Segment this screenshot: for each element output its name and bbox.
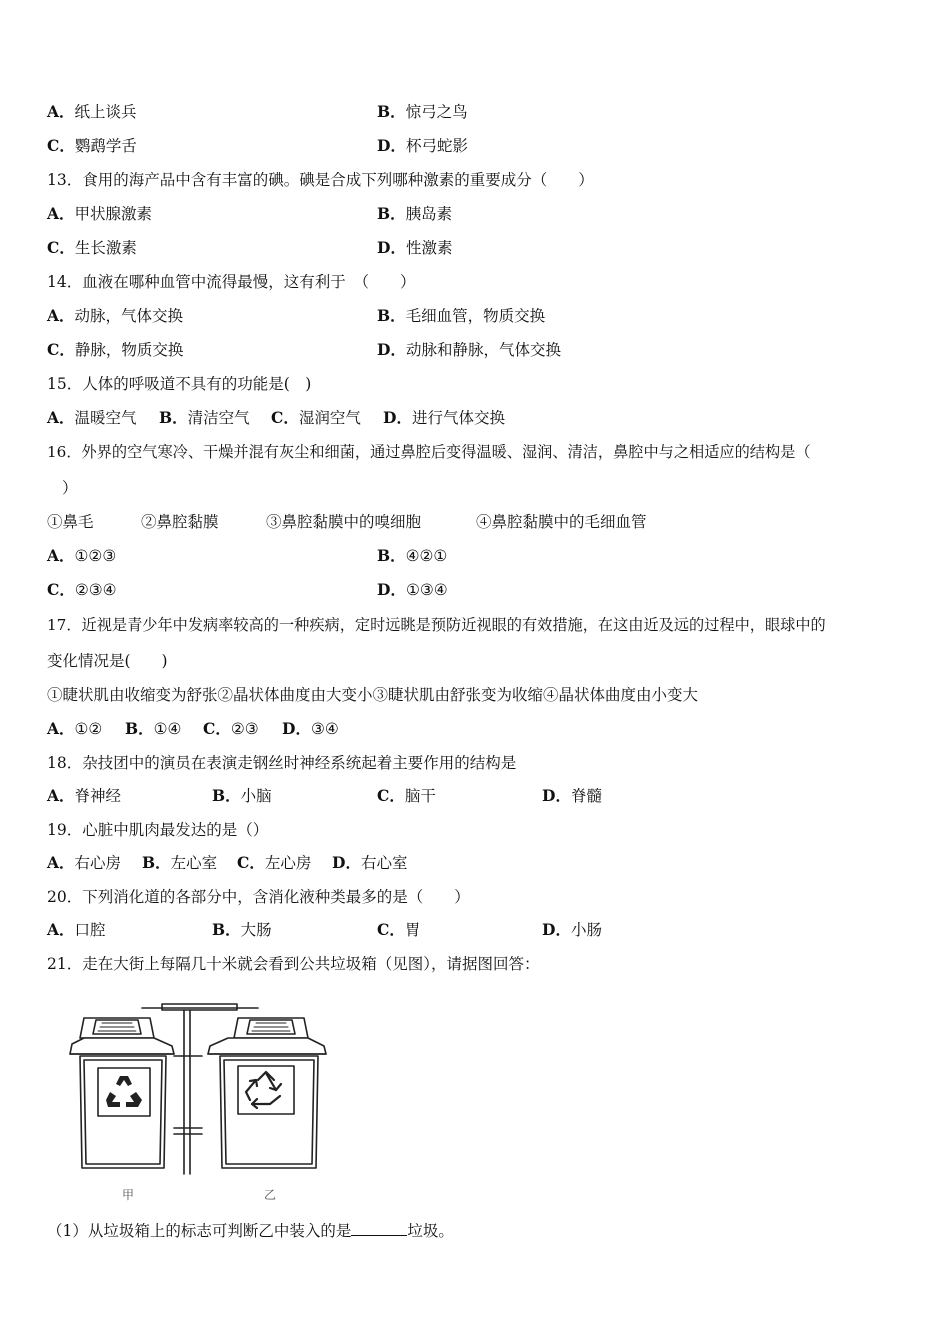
- option-label: D．: [332, 853, 361, 872]
- option-label: B．: [159, 408, 188, 427]
- option-text: 杯弓蛇影: [405, 137, 468, 155]
- q18-option-c: [377, 786, 436, 806]
- q17-option-b: [125, 719, 181, 739]
- right-bin: [208, 1018, 326, 1168]
- q17-option-a: [47, 719, 102, 739]
- q15-option-d: [383, 408, 505, 428]
- q13-stem: 13．食用的海产品中含有丰富的碘。碘是合成下列哪种激素的重要成分（ ）: [47, 171, 594, 189]
- q14-option-c: [47, 340, 183, 360]
- q15-option-b: [159, 408, 250, 428]
- option-label: B．: [377, 204, 406, 223]
- q16-stem-continued: ）: [62, 479, 78, 497]
- option-label: D．: [542, 920, 571, 939]
- q16-item-3: ③鼻腔黏膜中的嗅细胞: [266, 513, 422, 531]
- answer-blank[interactable]: [351, 1221, 407, 1236]
- option-label: D．: [377, 580, 406, 599]
- q21-sub1-text: （1）从垃圾箱上的标志可判断乙中装入的是: [47, 1222, 352, 1240]
- left-bin: [70, 1018, 174, 1168]
- option-text: 大肠: [240, 921, 272, 939]
- option-label: C．: [47, 238, 75, 257]
- q15-stem: 15．人体的呼吸道不具有的功能是( ): [47, 375, 312, 393]
- option-text: 生长激素: [74, 239, 137, 257]
- option-label: B．: [125, 719, 154, 738]
- option-text: ①④: [153, 720, 182, 738]
- option-text: 胰岛素: [405, 205, 453, 223]
- right-bin-caption: 乙: [264, 1188, 277, 1202]
- option-text: ②③④: [74, 581, 117, 599]
- option-label: A．: [47, 306, 75, 325]
- option-text: 胃: [404, 921, 421, 939]
- q15-option-c: [271, 408, 361, 428]
- q16-item-2: ②鼻腔黏膜: [141, 513, 219, 531]
- option-label: B．: [212, 920, 241, 939]
- q19-option-b: [142, 853, 217, 873]
- q18-option-a: [47, 786, 121, 806]
- q19-option-c: [237, 853, 311, 873]
- option-text: ②③: [230, 720, 259, 738]
- q12-option-c: [47, 136, 137, 156]
- q16-option-c: [47, 580, 117, 600]
- option-label: A．: [47, 853, 75, 872]
- q14-option-b: [377, 306, 545, 326]
- option-label: C．: [47, 580, 75, 599]
- option-text: 静脉，物质交换: [74, 341, 184, 359]
- option-label: B．: [142, 853, 171, 872]
- q13-option-a: [47, 204, 152, 224]
- option-text: 小肠: [570, 921, 602, 939]
- q13-option-c: [47, 238, 137, 258]
- q21-subquestion-1: [47, 1221, 454, 1241]
- option-label: C．: [47, 340, 75, 359]
- q16-option-a: [47, 546, 116, 566]
- q17-stem: 17．近视是青少年中发病率较高的一种疾病，定时远眺是预防近视眼的有效措施，在这由近及远的过程中，眼球中的: [47, 616, 826, 634]
- trash-bins-drawing: [62, 996, 332, 1206]
- option-text: 鹦鹉学舌: [74, 137, 137, 155]
- option-text: 口腔: [74, 921, 106, 939]
- q21-stem: 21．走在大街上每隔几十米就会看到公共垃圾箱（见图），请据图回答：: [47, 955, 540, 973]
- option-text: 纸上谈兵: [74, 103, 137, 121]
- q17-items: ①睫状肌由收缩变为舒张②晶状体曲度由大变小③睫状肌由舒张变为收缩④晶状体曲度由小变大: [47, 686, 699, 704]
- q18-option-d: [542, 786, 602, 806]
- option-label: D．: [377, 340, 406, 359]
- option-label: C．: [47, 136, 75, 155]
- option-text: 脊髓: [570, 787, 602, 805]
- option-text: 温暖空气: [74, 409, 137, 427]
- option-text: 右心室: [360, 854, 408, 872]
- q17-stem-continued: 变化情况是( ): [47, 652, 168, 670]
- option-label: B．: [377, 102, 406, 121]
- option-text: 毛细血管，物质交换: [405, 307, 546, 325]
- q20-option-b: [212, 920, 272, 940]
- option-text: 进行气体交换: [411, 409, 505, 427]
- q12-option-d: [377, 136, 468, 156]
- option-label: A．: [47, 719, 75, 738]
- option-text: 惊弓之鸟: [405, 103, 468, 121]
- option-text: ①③④: [405, 581, 448, 599]
- option-text: 湿润空气: [298, 409, 361, 427]
- option-text: ①②: [74, 720, 103, 738]
- option-text: 动脉和静脉，气体交换: [405, 341, 561, 359]
- option-text: 右心房: [74, 854, 122, 872]
- q16-option-b: [377, 546, 447, 566]
- q13-option-b: [377, 204, 452, 224]
- option-label: A．: [47, 102, 75, 121]
- option-text: 甲状腺激素: [74, 205, 153, 223]
- option-label: A．: [47, 204, 75, 223]
- option-text: 脑干: [404, 787, 436, 805]
- option-label: B．: [377, 546, 406, 565]
- q14-option-d: [377, 340, 561, 360]
- option-label: D．: [282, 719, 311, 738]
- q19-option-a: [47, 853, 121, 873]
- option-label: C．: [271, 408, 299, 427]
- option-label: A．: [47, 920, 75, 939]
- option-text: 左心室: [170, 854, 218, 872]
- left-bin-caption: 甲: [122, 1188, 135, 1202]
- q16-option-d: [377, 580, 448, 600]
- option-text: ④②①: [405, 547, 448, 565]
- option-label: D．: [377, 238, 406, 257]
- q20-stem: 20．下列消化道的各部分中，含消化液种类最多的是（ ）: [47, 888, 470, 906]
- q20-option-a: [47, 920, 106, 940]
- q14-stem: 14．血液在哪种血管中流得最慢，这有利于 （ ）: [47, 273, 416, 291]
- option-label: B．: [212, 786, 241, 805]
- trash-bins-figure: [62, 996, 332, 1206]
- q12-option-a: [47, 102, 137, 122]
- q19-stem: 19．心脏中肌肉最发达的是（）: [47, 821, 269, 839]
- q16-item-1: ①鼻毛: [47, 513, 94, 531]
- q20-option-c: [377, 920, 420, 940]
- q16-item-4: ④鼻腔黏膜中的毛细血管: [476, 513, 647, 531]
- option-label: D．: [383, 408, 412, 427]
- option-text: 小脑: [240, 787, 272, 805]
- option-label: D．: [377, 136, 406, 155]
- q17-option-c: [203, 719, 259, 739]
- option-text: 动脉，气体交换: [74, 307, 184, 325]
- q18-stem: 18．杂技团中的演员在表演走钢丝时神经系统起着主要作用的结构是: [47, 754, 517, 772]
- option-label: D．: [542, 786, 571, 805]
- q21-sub1-text-end: 垃圾。: [407, 1222, 454, 1240]
- q13-option-d: [377, 238, 452, 258]
- q17-option-d: [282, 719, 339, 739]
- q12-option-b: [377, 102, 468, 122]
- option-text: 脊神经: [74, 787, 122, 805]
- option-text: 左心房: [264, 854, 312, 872]
- option-label: A．: [47, 546, 75, 565]
- q16-stem: 16．外界的空气寒冷、干燥并混有灰尘和细菌，通过鼻腔后变得温暖、湿润、清洁，鼻腔中与之相适应的结构是（: [47, 443, 811, 461]
- option-label: A．: [47, 408, 75, 427]
- option-label: C．: [237, 853, 265, 872]
- option-label: C．: [203, 719, 231, 738]
- option-label: C．: [377, 786, 405, 805]
- option-text: ①②③: [74, 547, 117, 565]
- q14-option-a: [47, 306, 183, 326]
- option-text: 清洁空气: [187, 409, 250, 427]
- option-label: B．: [377, 306, 406, 325]
- q20-option-d: [542, 920, 602, 940]
- q15-option-a: [47, 408, 137, 428]
- option-text: 性激素: [405, 239, 453, 257]
- option-label: C．: [377, 920, 405, 939]
- q18-option-b: [212, 786, 272, 806]
- q19-option-d: [332, 853, 407, 873]
- option-text: ③④: [310, 720, 339, 738]
- option-label: A．: [47, 786, 75, 805]
